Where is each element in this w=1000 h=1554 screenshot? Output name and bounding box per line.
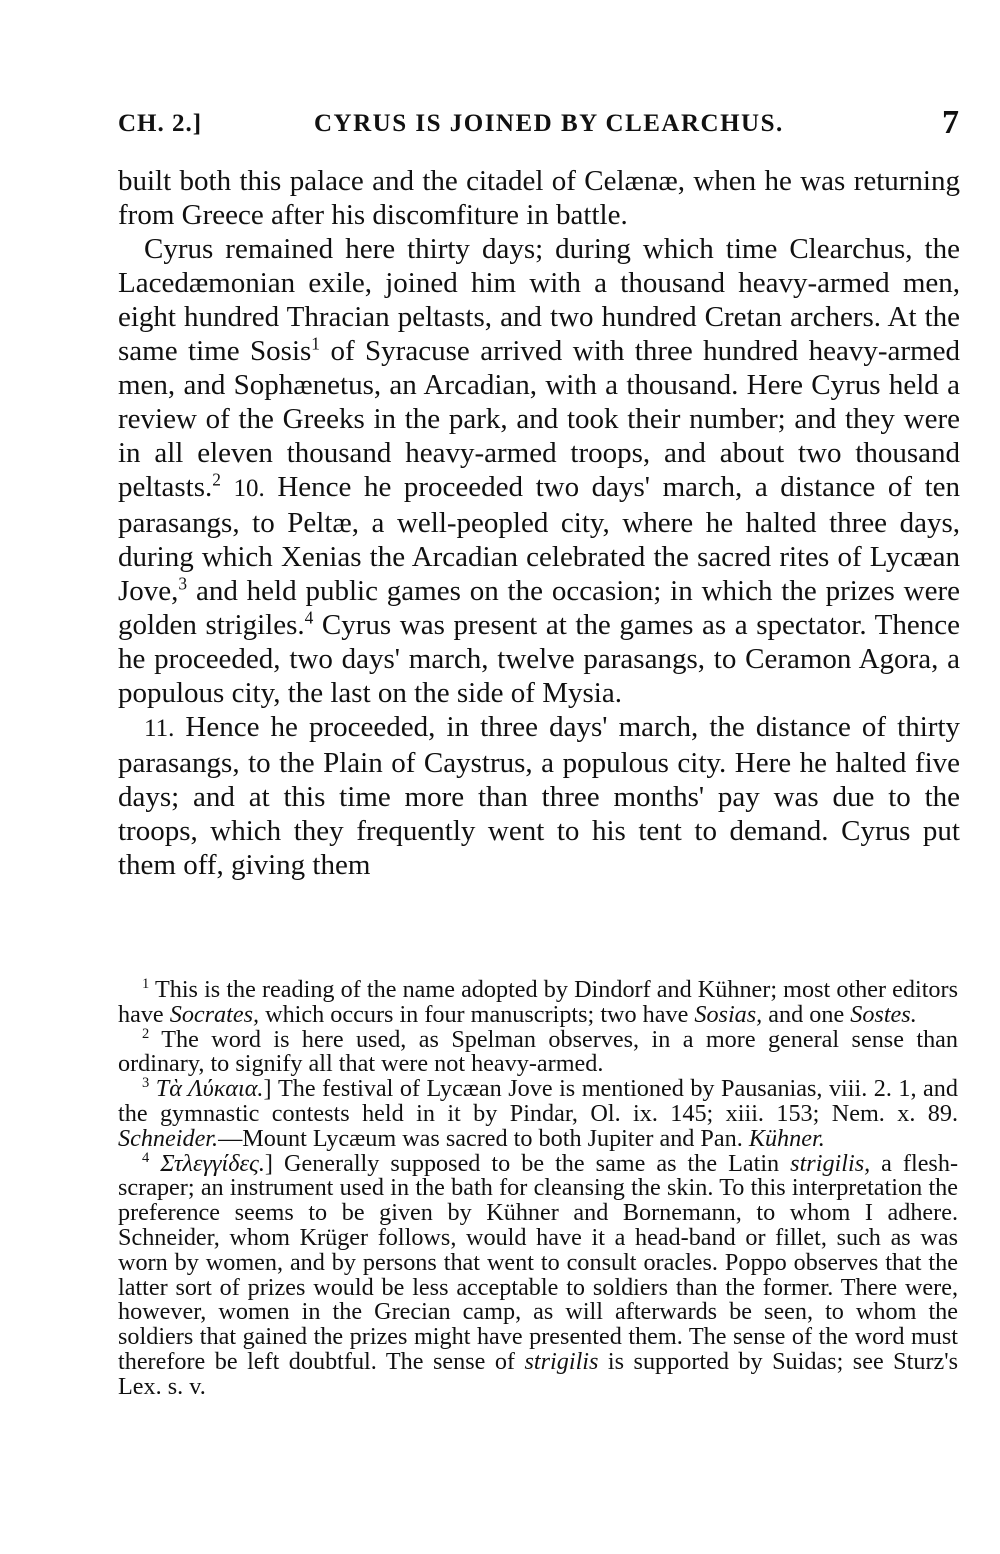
footnote-4-number: 4 [142,1149,150,1166]
footnote-1-sostes: Sostes. [850,1000,917,1028]
paragraph-clearchus [118,232,960,710]
page-number: 7 [942,104,960,141]
running-header [118,104,964,148]
footnote-ref-3: 3 [178,573,188,594]
footnote-4-strigilis-2: strigilis [524,1347,599,1375]
paragraph-2-text-d: and held public games on the occasion; in which the prizes were golden strigiles. [118,575,960,641]
footnote-3-number: 3 [142,1075,150,1092]
footnote-1-sosias: Sosias, [694,1000,763,1028]
paragraph-continuation [118,164,960,232]
footnote-1-text-c: and one [762,1000,851,1028]
paragraph-2-text-a: Cyrus remained here thirty days; during which time Clearchus, the Lacedæmonian exile, joined him with a thousand heavy-armed men, eight hundred Thracian peltasts, and two hundred Cretan archers. At the same time Sosis [118,233,960,367]
paragraph-2-text-e: Cyrus was present at the games as a spectator. Thence he proceeded, two days' march, twelve parasangs, to Ceramon Agora, a populous city, the last on the side of Mysia. [118,609,960,709]
section-number-11: 11. [144,715,175,742]
paragraph-section-11 [118,710,960,882]
footnote-ref-1: 1 [311,333,320,354]
paragraph-3-text: Hence he proceeded, in three days' march, the distance of thirty parasangs, to the Plain of Caystrus, a populous city. Here he halted five days; and at this time more than three months' pay was due to the troops, which they frequently went to his tent to demand. Cyrus put them off, giving them [118,711,960,881]
footnotes [118,975,959,1400]
footnote-3-kuhner: Kühner. [748,1124,825,1152]
footnote-1-number: 1 [142,975,150,992]
section-number-10: 10. [233,475,265,502]
footnote-2-number: 2 [142,1025,150,1042]
paragraph-2-text-b: of Syracuse arrived with three hundred heavy-armed men, and Sophænetus, an Arcadian, with a thousand. Here Cyrus held a review of the Greeks in the park, and took their number; and they were in all eleven thousand heavy-armed troops, and about two thousand peltasts. [118,335,961,503]
paragraph-1-text: built both this palace and the citadel of Celænæ, when he was returning from Greece after his discomfiture in battle. [118,165,960,231]
footnote-3-schneider: Schneider. [118,1124,219,1152]
footnote-1-text-b: which occurs in four manuscripts; two have [259,1000,695,1028]
footnote-4-text-b: a flesh-scraper; an instrument used in the bath for cleansing the skin. To this interpretation the preference seems to be given by Kühner and Bornemann, to whom I adhere. Schneider, whom Krüger follows, would have it a head-band or fillet, such as was worn by women, and by persons that went to consult oracles. Poppo observes that the latter sort of prizes would be less acceptable to soldiers than the former. There were, however, women in the Grecian camp, as will afterwards be seen, to whom the soldiers that gained the prizes might have presented them. The sense of the word must therefore be left doubtful. The sense of [118,1149,958,1375]
footnote-4 [118,1149,959,1400]
footnote-3-greek: Τὰ Λύκαια. [149,1075,264,1103]
footnote-ref-2: 2 [212,469,221,490]
footnote-4-greek: Στλεγγίδες. [149,1149,265,1177]
chapter-label: CH. 2.] [118,110,203,137]
footnote-4-strigilis-1: strigilis, [790,1149,871,1177]
footnote-3-text-a: ] The festival of Lycæan Jove is mentioned by Pausanias, viii. 2. 1, and the gymnastic contests held in it by Pindar, Ol. ix. 145; xiii. 153; Nem. x. 89. [118,1075,958,1127]
footnote-1-socrates: Socrates, [169,1000,260,1028]
footnote-1 [118,975,958,1028]
footnote-1-text-a: This is the reading of the name adopted by Dindorf and Kühner; most other editors have [118,976,958,1028]
paragraph-2-text-c: Hence he proceeded two days' march, a distance of ten parasangs, to Peltæ, a well-peopled city, where he halted three days, during which Xenias the Arcadian celebrated the sacred rites of Lycæan Jove, [118,471,960,607]
footnote-4-text-a: ] Generally supposed to be the same as the Latin [264,1149,791,1177]
footnote-ref-4: 4 [304,607,314,628]
footnote-3 [118,1077,958,1151]
footnote-2-text: The word is here used, as Spelman observes, in a more general sense than ordinary, to signify all that were not heavy-armed. [118,1025,958,1078]
main-text [118,164,960,882]
running-title: CYRUS IS JOINED BY CLEARCHUS. [314,110,784,137]
footnote-3-text-b: —Mount Lycæum was sacred to both Jupiter and Pan. [218,1124,749,1152]
footnote-4-text-c: is supported by Suidas; see Sturz's Lex. s. v. [118,1347,959,1400]
footnote-2 [118,1025,958,1078]
